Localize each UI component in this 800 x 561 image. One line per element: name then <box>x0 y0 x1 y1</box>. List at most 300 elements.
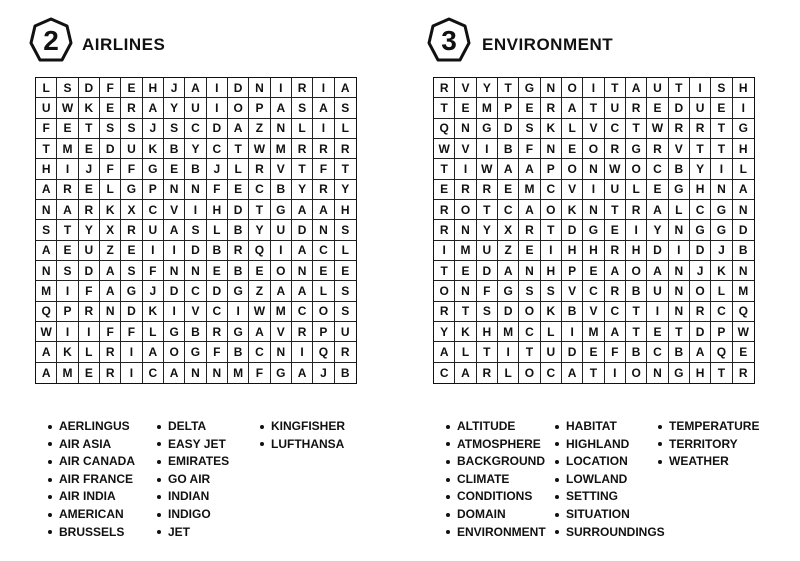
grid-cell: S <box>541 281 562 301</box>
grid-cell: S <box>100 119 121 139</box>
word-text: HABITAT <box>566 419 617 433</box>
word-column <box>157 418 229 541</box>
grid-cell: V <box>583 119 604 139</box>
word-list-item <box>48 524 135 542</box>
grid-cell: A <box>57 200 78 220</box>
grid-cell: C <box>605 119 626 139</box>
word-text: AIR INDIA <box>59 489 116 504</box>
grid-cell: P <box>498 98 519 118</box>
grid-cell: H <box>207 200 228 220</box>
grid-cell: H <box>690 180 711 200</box>
grid-cell: D <box>498 302 519 322</box>
puzzle-number: 3 <box>441 25 457 56</box>
word-text: AIR ASIA <box>59 436 112 451</box>
grid-cell: Z <box>100 241 121 261</box>
word-list-item <box>658 418 759 436</box>
grid-cell: N <box>669 220 690 240</box>
bullet-icon <box>48 530 52 534</box>
grid-cell: U <box>690 98 711 118</box>
grid-cell: S <box>519 119 540 139</box>
grid-cell: T <box>477 200 498 220</box>
grid-cell: N <box>249 78 270 98</box>
grid-cell: D <box>690 322 711 342</box>
grid-cell: I <box>121 342 142 362</box>
grid-cell: V <box>164 200 185 220</box>
word-text: DOMAIN <box>457 506 506 521</box>
bullet-icon <box>446 478 450 482</box>
grid-cell: H <box>335 200 356 220</box>
grid-cell: S <box>57 78 78 98</box>
grid-cell: I <box>57 159 78 179</box>
grid-cell: D <box>690 241 711 261</box>
grid-cell: T <box>228 139 249 159</box>
grid-cell: Q <box>249 241 270 261</box>
grid-cell: M <box>57 363 78 383</box>
word-list-item <box>48 471 135 489</box>
bullet-icon <box>555 442 559 446</box>
grid-cell: G <box>626 139 647 159</box>
grid-cell: F <box>100 322 121 342</box>
bullet-icon <box>260 442 264 446</box>
grid-cell: F <box>249 363 270 383</box>
grid-cell: B <box>498 139 519 159</box>
grid-cell: T <box>690 139 711 159</box>
word-text: INDIAN <box>168 489 210 504</box>
grid-cell: O <box>626 159 647 179</box>
word-list-item <box>157 453 229 471</box>
word-list-item <box>555 488 665 506</box>
word-text: LOWLAND <box>566 471 628 486</box>
word-list-item <box>157 418 229 436</box>
grid-cell: B <box>626 342 647 362</box>
bullet-icon <box>48 425 52 429</box>
grid-cell: V <box>562 281 583 301</box>
word-list-item <box>658 453 759 471</box>
grid-cell: P <box>57 302 78 322</box>
grid-cell: O <box>562 159 583 179</box>
grid-cell: E <box>79 363 100 383</box>
grid-cell: E <box>519 241 540 261</box>
grid-cell: R <box>228 241 249 261</box>
word-text: AIR CANADA <box>59 454 135 469</box>
grid-cell: V <box>271 159 292 179</box>
grid-cell: B <box>228 261 249 281</box>
grid-cell: V <box>455 139 476 159</box>
grid-cell: L <box>335 119 356 139</box>
word-list-item <box>157 506 229 524</box>
grid-cell: A <box>185 78 206 98</box>
grid-cell: I <box>583 180 604 200</box>
grid-cell: R <box>292 139 313 159</box>
grid-cell: N <box>207 363 228 383</box>
grid-cell: J <box>143 281 164 301</box>
grid-cell: Y <box>477 78 498 98</box>
grid-cell: A <box>228 119 249 139</box>
grid-cell: I <box>626 220 647 240</box>
grid-cell: I <box>57 322 78 342</box>
grid-cell: C <box>541 180 562 200</box>
grid-cell: G <box>498 281 519 301</box>
grid-cell: L <box>669 200 690 220</box>
grid-cell: T <box>626 119 647 139</box>
bullet-icon <box>48 513 52 517</box>
grid-cell: A <box>249 322 270 342</box>
grid-cell: X <box>100 220 121 240</box>
grid-cell: A <box>292 200 313 220</box>
grid-cell: P <box>562 261 583 281</box>
grid-cell: O <box>455 200 476 220</box>
bullet-icon <box>446 513 450 517</box>
word-text: HIGHLAND <box>566 436 630 451</box>
grid-cell: A <box>36 342 57 362</box>
grid-cell: F <box>36 119 57 139</box>
grid-cell: Y <box>164 98 185 118</box>
grid-cell: T <box>626 302 647 322</box>
grid-cell: I <box>647 302 668 322</box>
grid-cell: M <box>519 180 540 200</box>
grid-cell: A <box>313 98 334 118</box>
puzzle-number-badge <box>426 16 472 66</box>
word-list-item <box>658 436 759 454</box>
grid-cell: G <box>669 180 690 200</box>
grid-cell: T <box>583 98 604 118</box>
word-list-item <box>157 524 229 542</box>
grid-cell: U <box>605 180 626 200</box>
grid-cell: A <box>605 261 626 281</box>
grid-cell: T <box>498 78 519 98</box>
grid-cell: I <box>733 98 754 118</box>
grid-cell: T <box>434 261 455 281</box>
grid-cell: S <box>335 98 356 118</box>
grid-cell: T <box>605 78 626 98</box>
word-column <box>48 418 135 541</box>
grid-cell: L <box>313 281 334 301</box>
grid-cell: A <box>313 200 334 220</box>
grid-cell: E <box>562 139 583 159</box>
word-list-item <box>48 488 135 506</box>
grid-cell: C <box>313 241 334 261</box>
grid-cell: C <box>249 342 270 362</box>
grid-cell: Z <box>249 281 270 301</box>
grid-cell: J <box>143 119 164 139</box>
grid-cell: R <box>434 220 455 240</box>
grid-cell: T <box>626 322 647 342</box>
grid-cell: T <box>434 98 455 118</box>
grid-cell: C <box>647 159 668 179</box>
grid-cell: R <box>292 78 313 98</box>
grid-cell: T <box>711 363 732 383</box>
bullet-icon <box>555 530 559 534</box>
word-list-item <box>555 471 665 489</box>
grid-cell: N <box>455 119 476 139</box>
grid-cell: T <box>292 159 313 179</box>
word-text: AMERICAN <box>59 506 124 521</box>
word-text: LUFTHANSA <box>271 436 345 451</box>
grid-cell: L <box>143 322 164 342</box>
word-text: BACKGROUND <box>457 454 545 469</box>
grid-cell: C <box>498 200 519 220</box>
grid-cell: P <box>143 180 164 200</box>
grid-cell: A <box>335 78 356 98</box>
grid-cell: L <box>79 342 100 362</box>
grid-cell: O <box>519 302 540 322</box>
grid-cell: B <box>185 322 206 342</box>
grid-cell: G <box>228 281 249 301</box>
grid-cell: E <box>100 98 121 118</box>
grid-cell: O <box>626 363 647 383</box>
grid-cell: E <box>647 180 668 200</box>
grid-cell: R <box>249 159 270 179</box>
bullet-icon <box>446 442 450 446</box>
grid-cell: R <box>690 302 711 322</box>
grid-cell: N <box>583 200 604 220</box>
grid-cell: T <box>541 220 562 240</box>
grid-cell: G <box>733 119 754 139</box>
grid-cell: K <box>562 200 583 220</box>
grid-cell: O <box>562 78 583 98</box>
grid-cell: R <box>335 139 356 159</box>
grid-cell: R <box>605 139 626 159</box>
grid-cell: D <box>207 119 228 139</box>
word-list-item <box>157 436 229 454</box>
grid-cell: V <box>455 78 476 98</box>
grid-cell: Y <box>185 139 206 159</box>
grid-cell: O <box>313 302 334 322</box>
grid-cell: U <box>143 220 164 240</box>
grid-cell: T <box>711 119 732 139</box>
grid-cell: T <box>57 220 78 240</box>
grid-cell: K <box>143 139 164 159</box>
grid-cell: L <box>36 78 57 98</box>
grid-cell: C <box>185 119 206 139</box>
puzzle-number: 2 <box>43 25 59 56</box>
grid-cell: V <box>562 180 583 200</box>
grid-cell: E <box>455 261 476 281</box>
grid-cell: A <box>733 180 754 200</box>
word-text: CONDITIONS <box>457 489 533 504</box>
grid-cell: U <box>477 241 498 261</box>
grid-cell: R <box>690 119 711 139</box>
grid-cell: J <box>79 159 100 179</box>
grid-cell: I <box>477 139 498 159</box>
grid-cell: A <box>498 261 519 281</box>
grid-cell: C <box>143 363 164 383</box>
grid-cell: D <box>185 241 206 261</box>
grid-cell: R <box>605 241 626 261</box>
grid-cell: K <box>541 119 562 139</box>
grid-cell: C <box>605 302 626 322</box>
grid-cell: E <box>647 322 668 342</box>
grid-cell: Q <box>36 302 57 322</box>
grid-cell: E <box>711 98 732 118</box>
grid-cell: S <box>335 302 356 322</box>
grid-cell: U <box>335 322 356 342</box>
word-text: DELTA <box>168 419 207 433</box>
grid-cell: T <box>249 200 270 220</box>
grid-cell: O <box>690 281 711 301</box>
grid-cell: E <box>733 342 754 362</box>
word-text: SETTING <box>566 489 619 504</box>
grid-cell: E <box>455 98 476 118</box>
grid-cell: L <box>541 322 562 342</box>
word-text: KINGFISHER <box>271 419 346 433</box>
grid-cell: I <box>271 78 292 98</box>
grid-cell: I <box>434 241 455 261</box>
grid-cell: C <box>541 363 562 383</box>
grid-cell: T <box>605 200 626 220</box>
bullet-icon <box>555 513 559 517</box>
bullet-icon <box>157 513 161 517</box>
word-text: SURROUNDINGS <box>566 524 665 539</box>
grid-cell: P <box>711 322 732 342</box>
grid-cell: E <box>313 261 334 281</box>
bullet-icon <box>658 425 662 429</box>
grid-cell: T <box>434 159 455 179</box>
grid-cell: I <box>207 98 228 118</box>
grid-cell: N <box>519 261 540 281</box>
grid-cell: U <box>605 98 626 118</box>
grid-cell: T <box>711 139 732 159</box>
bullet-icon <box>555 425 559 429</box>
grid-cell: Q <box>711 342 732 362</box>
grid-cell: Y <box>292 180 313 200</box>
grid-cell: W <box>477 159 498 179</box>
word-list-item <box>555 418 665 436</box>
grid-cell: J <box>313 363 334 383</box>
grid-cell: F <box>100 78 121 98</box>
puzzle-title: ENVIRONMENT <box>482 35 614 54</box>
grid-cell: A <box>36 180 57 200</box>
grid-cell: R <box>434 200 455 220</box>
grid-cell: R <box>313 139 334 159</box>
grid-cell: B <box>626 281 647 301</box>
grid-cell: N <box>541 139 562 159</box>
word-text: CLIMATE <box>457 471 510 486</box>
bullet-icon <box>48 478 52 482</box>
grid-cell: D <box>121 302 142 322</box>
word-text: GO AIR <box>168 471 211 486</box>
grid-cell: I <box>164 241 185 261</box>
grid-cell: I <box>313 78 334 98</box>
grid-cell: N <box>455 220 476 240</box>
grid-cell: F <box>207 342 228 362</box>
grid-cell: A <box>562 363 583 383</box>
grid-cell: Q <box>733 302 754 322</box>
grid-cell: A <box>143 342 164 362</box>
grid-cell: U <box>185 98 206 118</box>
grid-cell: G <box>228 322 249 342</box>
grid-cell: K <box>455 322 476 342</box>
grid-cell: N <box>185 261 206 281</box>
grid-cell: N <box>164 180 185 200</box>
grid-cell: K <box>541 302 562 322</box>
grid-cell: K <box>143 302 164 322</box>
grid-cell: D <box>207 281 228 301</box>
grid-cell: F <box>477 281 498 301</box>
bullet-icon <box>658 442 662 446</box>
word-text: JET <box>168 524 191 539</box>
grid-cell: G <box>669 363 690 383</box>
grid-cell: I <box>711 159 732 179</box>
bullet-icon <box>555 478 559 482</box>
grid-cell: K <box>57 342 78 362</box>
grid-cell: L <box>498 363 519 383</box>
grid-cell: B <box>669 342 690 362</box>
grid-cell: M <box>455 241 476 261</box>
bullet-icon <box>48 442 52 446</box>
grid-cell: O <box>434 281 455 301</box>
grid-cell: M <box>271 302 292 322</box>
grid-cell: M <box>733 281 754 301</box>
grid-cell: H <box>36 159 57 179</box>
grid-cell: D <box>498 119 519 139</box>
grid-cell: I <box>207 78 228 98</box>
grid-cell: A <box>292 241 313 261</box>
word-list-item <box>48 453 135 471</box>
word-list-item <box>446 418 546 436</box>
grid-cell: I <box>455 159 476 179</box>
grid-cell: I <box>121 363 142 383</box>
grid-cell: A <box>562 98 583 118</box>
grid-cell: E <box>57 241 78 261</box>
grid-cell: J <box>690 261 711 281</box>
grid-cell: W <box>605 159 626 179</box>
grid-cell: E <box>57 119 78 139</box>
grid-cell: E <box>498 180 519 200</box>
grid-cell: Y <box>477 220 498 240</box>
grid-cell: R <box>477 363 498 383</box>
grid-cell: M <box>57 139 78 159</box>
grid-cell: M <box>36 281 57 301</box>
grid-cell: B <box>271 180 292 200</box>
letter-grid <box>433 77 755 384</box>
grid-cell: B <box>185 159 206 179</box>
word-text: ENVIRONMENT <box>457 524 546 539</box>
grid-cell: H <box>477 322 498 342</box>
grid-cell: B <box>207 241 228 261</box>
grid-cell: I <box>143 241 164 261</box>
grid-cell: A <box>690 342 711 362</box>
bullet-icon <box>555 495 559 499</box>
grid-cell: W <box>647 119 668 139</box>
word-list-item <box>157 488 229 506</box>
grid-cell: L <box>626 180 647 200</box>
word-text: LOCATION <box>566 454 628 469</box>
grid-cell: G <box>164 322 185 342</box>
word-text: BRUSSELS <box>59 524 125 539</box>
grid-cell: I <box>57 281 78 301</box>
grid-cell: R <box>434 302 455 322</box>
grid-cell: P <box>313 322 334 342</box>
word-text: EMIRATES <box>168 454 230 469</box>
grid-cell: B <box>340 365 350 380</box>
grid-cell: E <box>583 342 604 362</box>
grid-cell: H <box>626 241 647 261</box>
grid-cell: E <box>121 241 142 261</box>
grid-cell: G <box>271 200 292 220</box>
grid-cell: J <box>164 78 185 98</box>
word-list-item <box>446 471 546 489</box>
word-list-item <box>446 436 546 454</box>
grid-cell: I <box>669 241 690 261</box>
grid-cell: Y <box>335 180 356 200</box>
grid-cell: E <box>164 159 185 179</box>
word-column <box>446 418 546 541</box>
bullet-icon <box>157 530 161 534</box>
word-list-item <box>260 418 345 436</box>
word-list-item <box>555 524 665 542</box>
grid-cell: A <box>100 281 121 301</box>
